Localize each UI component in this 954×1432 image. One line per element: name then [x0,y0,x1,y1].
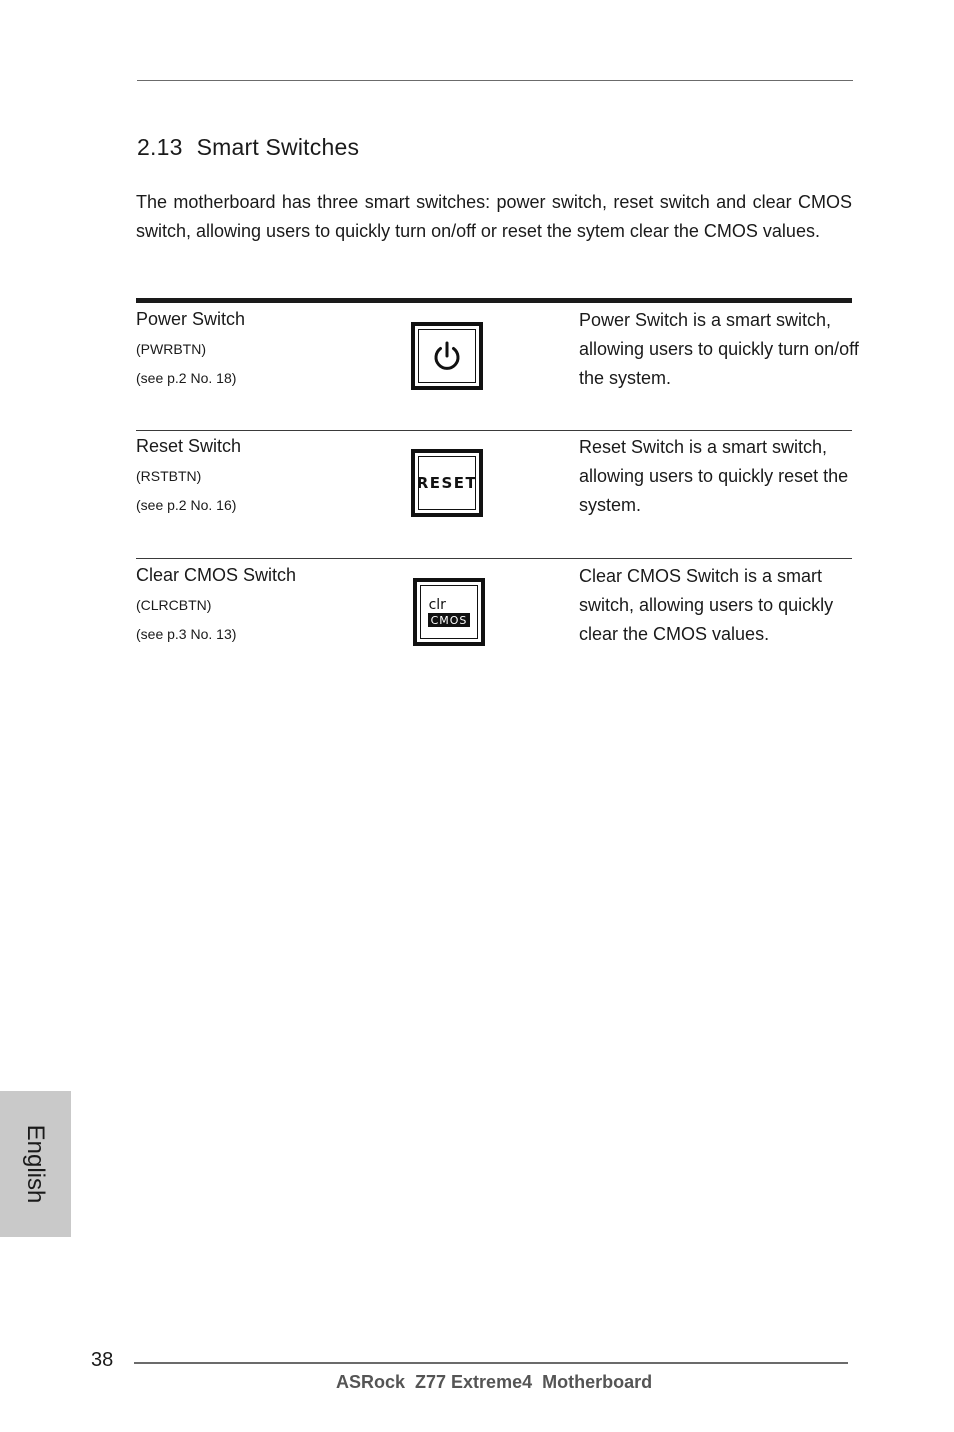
reset-icon [411,449,483,517]
clear-cmos-switch-description: Clear CMOS Switch is a smart switch, allowing users to quickly clear the CMOS values. [579,566,834,644]
page-number: 38 [91,1349,114,1371]
reset-switch-description: Reset Switch is a smart switch, allowing users to quickly reset the system. [579,437,849,515]
power-icon [411,322,483,390]
intro-paragraph: The motherboard has three smart switches: power switch, reset switch and clear CMOS switch, allowing users to quickly turn on/off or reset the sytem clear the CMOS values. [136,192,852,241]
table-top-rule [136,298,852,303]
clr-label: clr [428,596,446,613]
reset-switch-ref: (see p.2 No. 16) [136,497,237,513]
power-switch-ref: (see p.2 No. 18) [136,370,237,386]
header-rule [137,80,853,81]
row-divider [136,558,852,559]
section-title [137,134,359,161]
clear-cmos-icon [413,578,485,646]
section-number: 2.13 [137,134,183,160]
footer-rule [134,1362,848,1364]
clear-cmos-switch-code: (CLRCBTN) [136,597,212,613]
reset-icon-label: RESET [416,474,478,492]
clear-cmos-switch-ref: (see p.3 No. 13) [136,626,237,642]
power-symbol [430,339,464,373]
reset-switch-name: Reset Switch [136,436,242,456]
row-divider [136,430,852,431]
power-switch-name: Power Switch [136,309,246,329]
power-switch-code: (PWRBTN) [136,341,206,357]
section-title-text: Smart Switches [196,134,360,160]
language-tab [0,1091,71,1237]
language-tab-label: English [22,1124,49,1204]
clear-cmos-switch-name: Clear CMOS Switch [136,565,297,585]
cmos-label: CMOS [428,613,471,627]
reset-switch-code: (RSTBTN) [136,468,202,484]
footer-title: ASRock Z77 Extreme4 Motherboard [336,1372,653,1392]
power-switch-description: Power Switch is a smart switch, allowing users to quickly turn on/off the system. [579,310,859,388]
